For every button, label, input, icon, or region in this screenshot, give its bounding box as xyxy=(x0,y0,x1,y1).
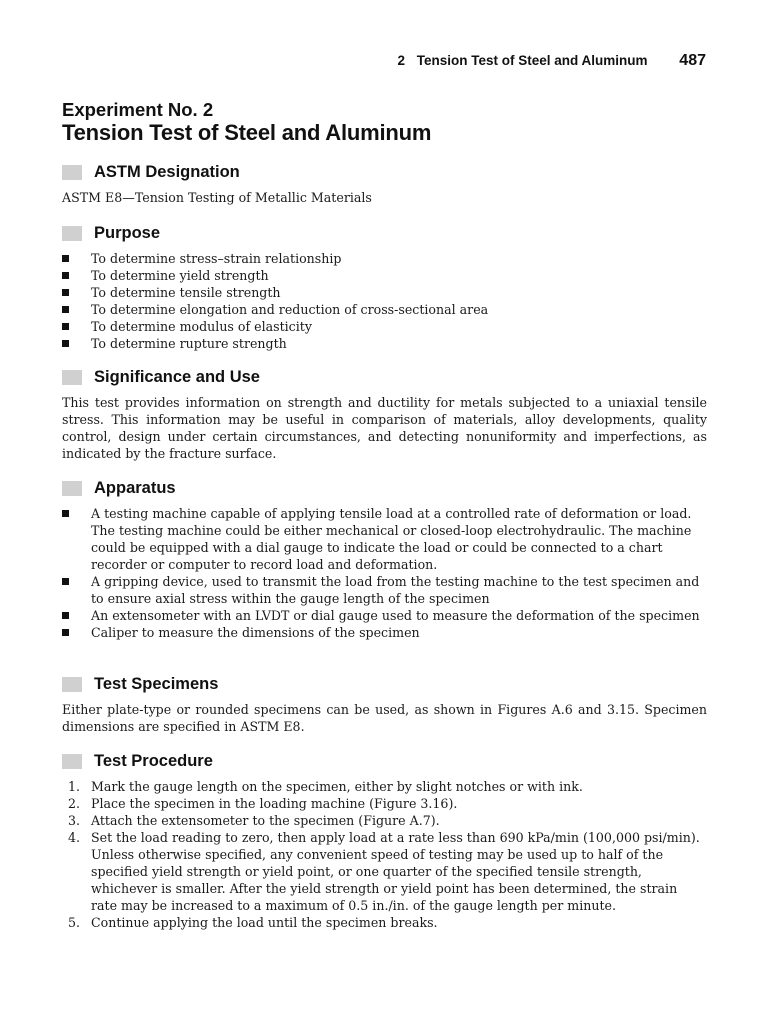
procedure-step xyxy=(62,795,707,812)
procedure-step xyxy=(62,778,707,795)
section-heading-specimens xyxy=(62,675,218,694)
step-text: Set the load reading to zero, then apply load at a rate less than 690 kPa/min (100,000 psi/min). Unless otherwise specified, any convenient speed of testing may be used up to half of the specified yield strength or yield point, or one quarter of the specified tensile strength, whichever is smaller. After the yield strength or yield point has been determined, the strain rate may be increased to a maximum of 0.5 in./in. of the gauge length per minute. xyxy=(91,830,700,913)
section-marker-icon xyxy=(62,481,82,496)
step-number: 2. xyxy=(68,796,81,811)
running-head xyxy=(397,52,706,70)
procedure-step xyxy=(62,914,707,931)
procedure-step xyxy=(62,812,707,829)
significance-paragraph: This test provides information on strength and ductility for metals subjected to a uniaxial tensile stress. This information may be useful in comparison of materials, alloy developments, quality control, design under certain circumstances, and detecting nonuniformity and imperfections, as indicated by the fracture surface. xyxy=(62,395,707,461)
procedure-step xyxy=(62,829,707,914)
step-number: 1. xyxy=(68,779,81,794)
section-marker-icon xyxy=(62,754,82,769)
bullet-icon xyxy=(62,629,69,636)
list-item xyxy=(62,267,707,284)
astm-designation-text: ASTM E8—Tension Testing of Metallic Materials xyxy=(62,190,372,205)
bullet-icon xyxy=(62,510,69,517)
specimens-paragraph: Either plate-type or rounded specimens can be used, as shown in Figures A.6 and 3.15. Specimen dimensions are specified in ASTM E8. xyxy=(62,702,707,734)
section-marker-icon xyxy=(62,226,82,241)
list-item-text: To determine rupture strength xyxy=(91,336,287,351)
list-item-text: A testing machine capable of applying tensile load at a controlled rate of deformation or load. The testing machine could be either mechanical or closed-loop electrohydraulic. The machine could be equipped with a dial gauge to indicate the load or could be connected to a chart recorder or computer to record load and deformation. xyxy=(91,506,692,572)
list-item-text: To determine tensile strength xyxy=(91,285,281,300)
step-number: 5. xyxy=(68,915,81,930)
step-text: Attach the extensometer to the specimen (Figure A.7). xyxy=(91,813,440,828)
list-item-text: To determine stress–strain relationship xyxy=(91,251,342,266)
list-item-text: To determine yield strength xyxy=(91,268,269,283)
section-marker-icon xyxy=(62,370,82,385)
step-text: Place the specimen in the loading machine (Figure 3.16). xyxy=(91,796,458,811)
bullet-icon xyxy=(62,272,69,279)
section-heading-text: Test Specimens xyxy=(94,675,219,693)
experiment-label: Experiment No. 2 xyxy=(62,99,214,120)
bullet-icon xyxy=(62,612,69,619)
list-item-text: To determine modulus of elasticity xyxy=(91,319,312,334)
list-item xyxy=(62,505,707,573)
section-heading-text: Apparatus xyxy=(94,479,176,497)
section-heading-astm xyxy=(62,163,240,182)
section-heading-purpose xyxy=(62,224,160,243)
list-item xyxy=(62,573,707,607)
chapter-title: Tension Test of Steel and Aluminum xyxy=(416,53,648,68)
section-heading-text: Test Procedure xyxy=(94,752,213,770)
section-heading-procedure xyxy=(62,752,213,771)
list-item-text: To determine elongation and reduction of cross-sectional area xyxy=(91,302,489,317)
bullet-icon xyxy=(62,255,69,262)
list-item xyxy=(62,250,707,267)
purpose-list xyxy=(62,250,707,352)
list-item xyxy=(62,284,707,301)
list-item xyxy=(62,301,707,318)
list-item xyxy=(62,335,707,352)
list-item-text: Caliper to measure the dimensions of the specimen xyxy=(91,625,420,640)
step-number: 3. xyxy=(68,813,81,828)
bullet-icon xyxy=(62,578,69,585)
bullet-icon xyxy=(62,340,69,347)
step-number: 4. xyxy=(68,830,81,845)
section-heading-text: ASTM Designation xyxy=(94,163,240,181)
apparatus-list xyxy=(62,505,707,641)
list-item xyxy=(62,318,707,335)
procedure-steps xyxy=(62,778,707,931)
step-text: Mark the gauge length on the specimen, either by slight notches or with ink. xyxy=(91,779,583,794)
bullet-icon xyxy=(62,323,69,330)
section-marker-icon xyxy=(62,677,82,692)
page-number: 487 xyxy=(679,52,706,69)
experiment-title: Tension Test of Steel and Aluminum xyxy=(62,120,432,145)
chapter-number: 2 xyxy=(397,53,405,68)
list-item xyxy=(62,624,707,641)
list-item-text: An extensometer with an LVDT or dial gauge used to measure the deformation of the specimen xyxy=(91,608,700,623)
step-text: Continue applying the load until the specimen breaks. xyxy=(91,915,438,930)
bullet-icon xyxy=(62,306,69,313)
section-heading-apparatus xyxy=(62,479,176,498)
list-item-text: A gripping device, used to transmit the load from the testing machine to the test specimen and to ensure axial stress within the gauge length of the specimen xyxy=(91,574,700,606)
section-heading-significance xyxy=(62,368,260,387)
list-item xyxy=(62,607,707,624)
section-heading-text: Purpose xyxy=(94,224,161,242)
section-marker-icon xyxy=(62,165,82,180)
bullet-icon xyxy=(62,289,69,296)
section-heading-text: Significance and Use xyxy=(94,368,260,386)
